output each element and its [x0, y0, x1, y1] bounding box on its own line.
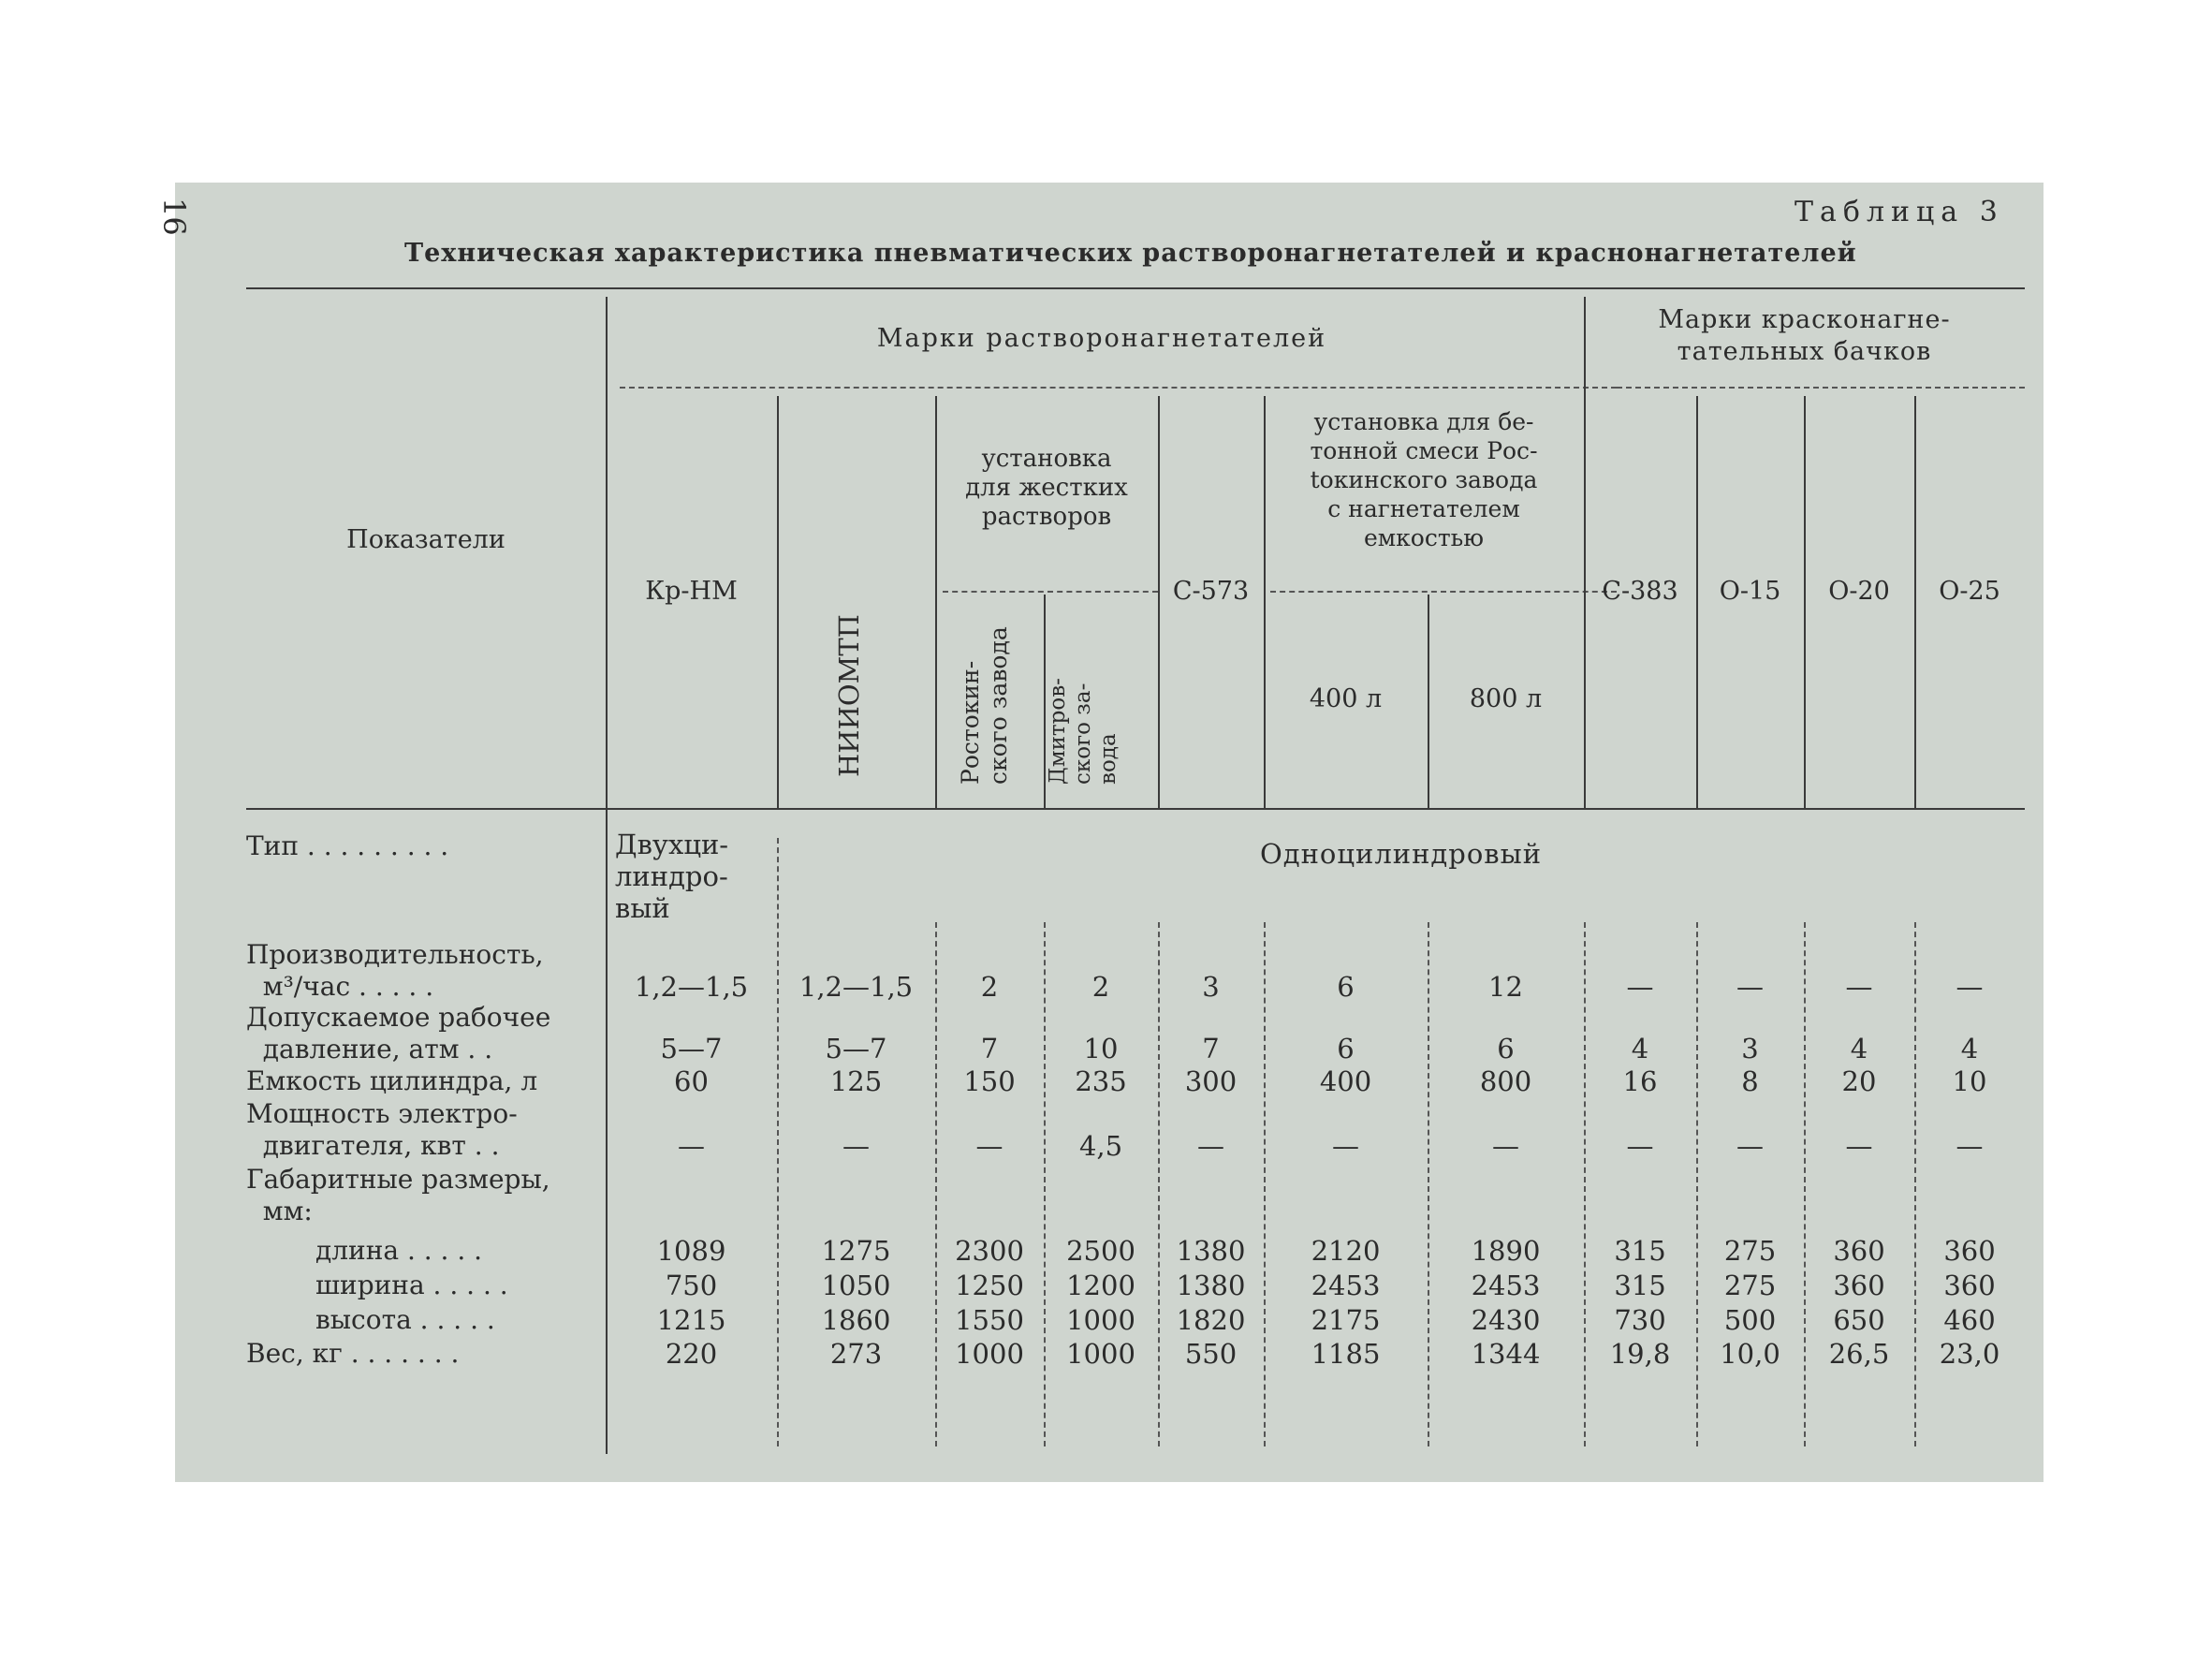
cell-width-7: 315	[1614, 1270, 1666, 1301]
cell-prod-6: 12	[1488, 971, 1523, 1003]
cell-weight-3: 1000	[1066, 1338, 1135, 1370]
header-rostokino-plant: Ростокин- ского завода	[957, 626, 1012, 785]
group1-rule	[620, 387, 1617, 389]
cell-pressure-6: 6	[1497, 1033, 1515, 1064]
cell-pressure-2: 7	[980, 1033, 999, 1064]
cell-capacity-3: 235	[1075, 1065, 1127, 1097]
header-o20: О-20	[1828, 577, 1890, 606]
cell-pressure-0: 5—7	[660, 1033, 723, 1064]
cell-prod-3: 2	[1091, 971, 1110, 1003]
cell-height-6: 2430	[1471, 1304, 1541, 1336]
cell-type-rest: Одноцилиндровый	[1259, 838, 1543, 870]
cell-power-4: —	[1197, 1130, 1224, 1162]
table-title: Техническая характеристика пневматических растворонагнетателей и краснонагнетателей	[404, 239, 1857, 268]
row-label-dimensions: Габаритные размеры, мм:	[246, 1164, 550, 1226]
scanned-page	[156, 183, 2044, 1482]
cell-height-1: 1860	[821, 1304, 891, 1336]
cell-prod-5: 6	[1337, 971, 1355, 1003]
row-label-weight: Вес, кг . . . . . . .	[246, 1338, 460, 1369]
cell-power-7: —	[1626, 1130, 1654, 1162]
header-niiomtp: НИИОМТП	[833, 614, 865, 777]
cell-weight-8: 10,0	[1720, 1338, 1780, 1370]
cell-height-4: 1820	[1176, 1304, 1246, 1336]
row-label-type: Тип . . . . . . . . .	[246, 830, 449, 861]
cell-weight-4: 550	[1184, 1338, 1238, 1370]
cell-length-0: 1089	[656, 1235, 726, 1267]
cell-capacity-0: 60	[674, 1065, 709, 1097]
cell-width-4: 1380	[1176, 1270, 1246, 1301]
cell-prod-7: —	[1626, 971, 1654, 1003]
cell-capacity-2: 150	[963, 1065, 1016, 1097]
cell-prod-1: 1,2—1,5	[798, 971, 914, 1003]
header-group-paint-tanks: Марки красконагне- тательных бачков	[1658, 305, 1951, 366]
header-bottom-rule	[246, 808, 2025, 810]
header-400l: 400 л	[1309, 684, 1383, 713]
cell-power-8: —	[1736, 1130, 1764, 1162]
cell-power-1: —	[842, 1130, 870, 1162]
cell-width-3: 1200	[1066, 1270, 1135, 1301]
cell-length-5: 2120	[1311, 1235, 1381, 1267]
cell-power-0: —	[678, 1130, 705, 1162]
cell-weight-5: 1185	[1311, 1338, 1381, 1370]
header-s383: С-383	[1602, 577, 1678, 606]
header-krnm: Кр-НМ	[645, 577, 738, 606]
cell-length-8: 275	[1723, 1235, 1777, 1267]
cell-length-4: 1380	[1176, 1235, 1246, 1267]
cell-weight-9: 26,5	[1828, 1338, 1890, 1370]
cell-weight-7: 19,8	[1609, 1338, 1671, 1370]
cell-height-10: 460	[1943, 1304, 1996, 1336]
header-dmitrov-plant: Дмитров- ского за- вода	[1046, 678, 1121, 785]
cell-pressure-10: 4	[1960, 1033, 1979, 1064]
cell-power-3: 4,5	[1078, 1130, 1123, 1162]
cell-width-10: 360	[1943, 1270, 1996, 1301]
cell-length-10: 360	[1943, 1235, 1996, 1267]
cell-prod-4: 3	[1202, 971, 1220, 1003]
row-label-capacity: Емкость цилиндра, л	[246, 1065, 538, 1096]
cell-type-krnm: Двухци- линдро- вый	[615, 829, 729, 924]
cell-capacity-10: 10	[1952, 1065, 1987, 1097]
cell-height-0: 1215	[656, 1304, 726, 1336]
cell-width-5: 2453	[1311, 1270, 1381, 1301]
header-concrete-setup: установка для бе- тонной смеси Рос- tокинского завода с нагнетателем емкостью	[1310, 408, 1538, 551]
cell-length-6: 1890	[1471, 1235, 1541, 1267]
cell-prod-10: —	[1956, 971, 1984, 1003]
cell-width-8: 275	[1723, 1270, 1777, 1301]
cell-length-3: 2500	[1066, 1235, 1135, 1267]
cell-length-1: 1275	[821, 1235, 891, 1267]
cell-length-2: 2300	[955, 1235, 1024, 1267]
cell-length-7: 315	[1614, 1235, 1666, 1267]
cell-pressure-4: 7	[1202, 1033, 1220, 1064]
cell-prod-8: —	[1736, 971, 1764, 1003]
cell-weight-2: 1000	[955, 1338, 1024, 1370]
row-label-height: высота . . . . .	[315, 1304, 495, 1335]
cell-height-2: 1550	[955, 1304, 1024, 1336]
table-label: Таблица 3	[1795, 196, 2004, 228]
row-label-productivity: Производительность, м³/час . . . . .	[246, 939, 544, 1002]
cell-height-5: 2175	[1311, 1304, 1381, 1336]
header-o15: О-15	[1719, 577, 1781, 606]
row-label-power: Мощность электро- двигателя, квт . .	[246, 1098, 518, 1161]
cell-power-9: —	[1845, 1130, 1873, 1162]
cell-height-3: 1000	[1066, 1304, 1135, 1336]
cell-length-9: 360	[1833, 1235, 1885, 1267]
cell-pressure-5: 6	[1337, 1033, 1355, 1064]
header-o25: О-25	[1939, 577, 2000, 606]
page-number: 16	[156, 198, 192, 236]
cell-power-5: —	[1332, 1130, 1359, 1162]
cell-prod-9: —	[1845, 971, 1873, 1003]
cell-pressure-9: 4	[1850, 1033, 1868, 1064]
cell-weight-6: 1344	[1471, 1338, 1541, 1370]
cell-weight-0: 220	[665, 1338, 718, 1370]
cell-width-0: 750	[665, 1270, 718, 1301]
cell-power-10: —	[1956, 1130, 1984, 1162]
cell-pressure-7: 4	[1631, 1033, 1649, 1064]
header-group-mortar-pumps: Марки растворонагнетателей	[876, 324, 1327, 353]
cell-pressure-8: 3	[1741, 1033, 1759, 1064]
cell-height-7: 730	[1614, 1304, 1666, 1336]
cell-height-9: 650	[1833, 1304, 1885, 1336]
cell-capacity-8: 8	[1741, 1065, 1759, 1097]
cell-power-2: —	[975, 1130, 1003, 1162]
header-rigid-setup: установка для жестких растворов	[965, 445, 1128, 531]
cell-weight-1: 273	[829, 1338, 883, 1370]
row-label-length: длина . . . . .	[315, 1235, 483, 1266]
row-label-width: ширина . . . . .	[315, 1270, 508, 1300]
cell-capacity-6: 800	[1479, 1065, 1532, 1097]
cell-capacity-9: 20	[1841, 1065, 1877, 1097]
header-indicators: Показатели	[346, 525, 505, 554]
col-sep-2	[777, 396, 779, 808]
cell-prod-2: 2	[980, 971, 999, 1003]
cell-pressure-1: 5—7	[825, 1033, 887, 1064]
cell-power-6: —	[1492, 1130, 1519, 1162]
group2-rule	[1617, 387, 2025, 389]
cell-height-8: 500	[1723, 1304, 1777, 1336]
concrete-subrule	[1270, 591, 1617, 593]
header-top-rule	[246, 287, 2025, 289]
cell-pressure-3: 10	[1083, 1033, 1119, 1064]
header-800l: 800 л	[1469, 684, 1543, 713]
cell-width-6: 2453	[1471, 1270, 1541, 1301]
header-s573: С-573	[1172, 577, 1250, 606]
cell-capacity-4: 300	[1184, 1065, 1238, 1097]
row-label-pressure: Допускаемое рабочее давление, атм . .	[246, 1002, 551, 1064]
cell-prod-0: 1,2—1,5	[634, 971, 749, 1003]
cell-width-2: 1250	[955, 1270, 1024, 1301]
cell-width-1: 1050	[821, 1270, 891, 1301]
cell-weight-10: 23,0	[1939, 1338, 2000, 1370]
cell-capacity-7: 16	[1622, 1065, 1658, 1097]
cell-width-9: 360	[1833, 1270, 1885, 1301]
col-sep-8	[1584, 297, 1586, 808]
rigid-subrule	[943, 591, 1158, 593]
cell-capacity-5: 400	[1319, 1065, 1372, 1097]
cell-capacity-1: 125	[829, 1065, 883, 1097]
